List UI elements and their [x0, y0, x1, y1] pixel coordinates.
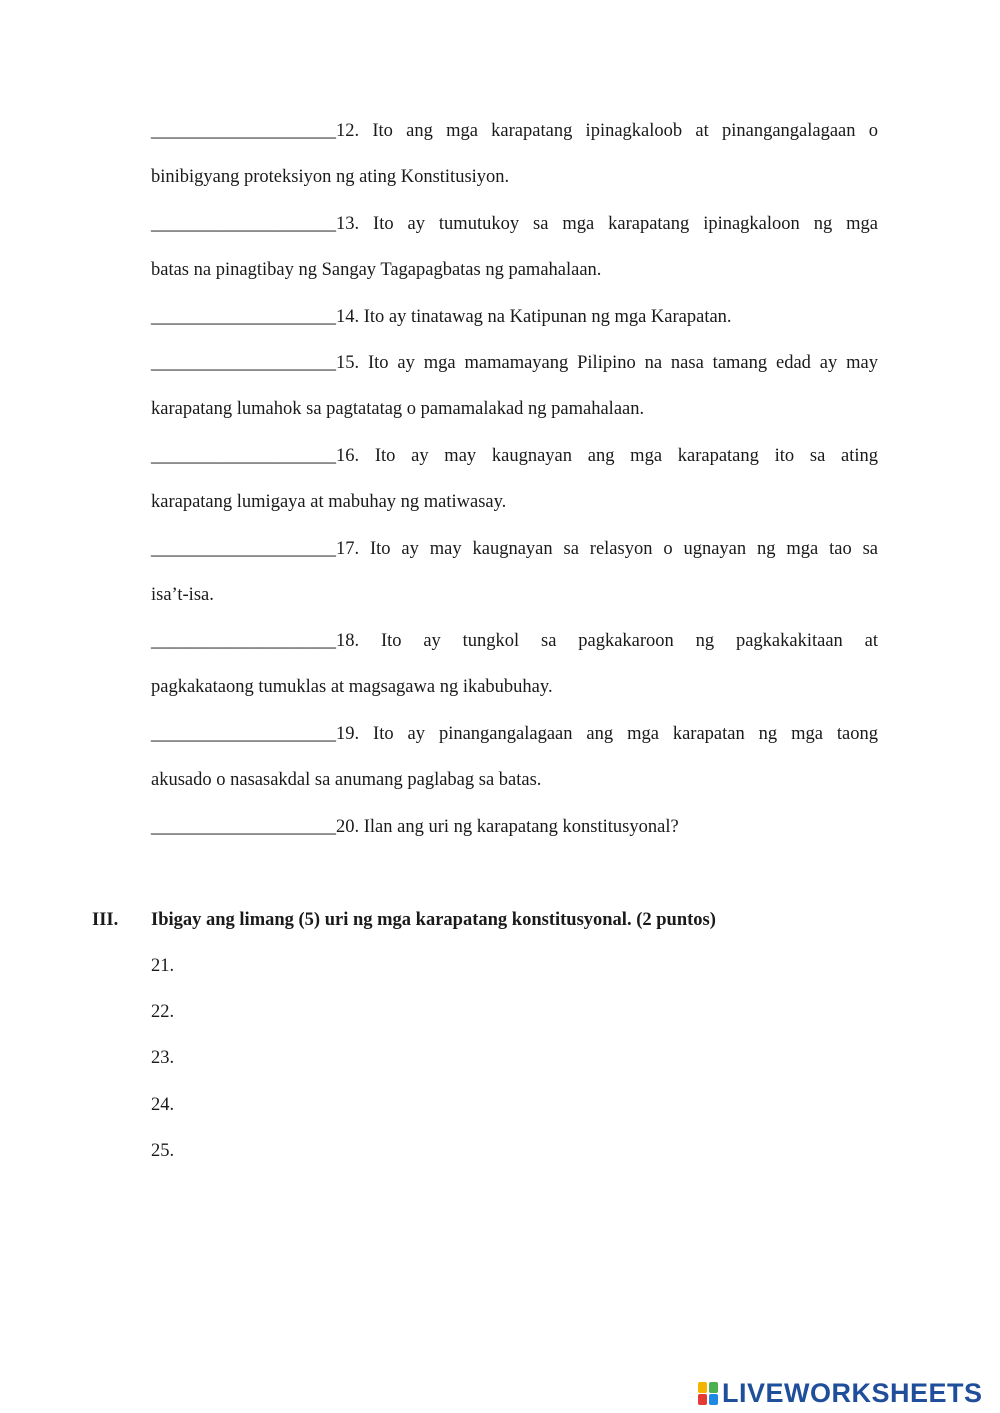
- question-text: 14. Ito ay tinatawag na Katipunan ng mga Karapatan.: [336, 307, 732, 327]
- answer-blank[interactable]: ____________________: [151, 631, 336, 651]
- answer-blank[interactable]: ____________________: [151, 353, 336, 373]
- question-text-continued: karapatang lumahok sa pagtatatag o pamamalakad ng pamahalaan.: [151, 399, 645, 419]
- answer-blank[interactable]: ____________________: [151, 724, 336, 744]
- section-number: III.: [92, 910, 119, 930]
- answer-line[interactable]: 25.: [151, 1141, 175, 1161]
- question-text: 16. Ito ay may kaugnayan ang mga karapatang ito sa ating: [336, 446, 878, 466]
- question-17: [151, 526, 878, 618]
- question-text: 19. Ito ay pinangangalagaan ang mga karapatan ng mga taong: [336, 724, 878, 744]
- question-text-continued: binibigyang proteksiyon ng ating Konstitusiyon.: [151, 167, 510, 187]
- section-instruction: Ibigay ang limang (5) uri ng mga karapatang konstitusyonal. (2 puntos): [151, 910, 716, 930]
- answer-blank[interactable]: ____________________: [151, 539, 336, 559]
- section-heading: [92, 897, 716, 943]
- answer-line[interactable]: 22.: [151, 1002, 175, 1022]
- question-text-continued: akusado o nasasakdal sa anumang paglabag sa batas.: [151, 770, 542, 790]
- question-20: [151, 804, 878, 850]
- logo-text: LIVEWORKSHEETS: [722, 1378, 983, 1408]
- question-12: [151, 108, 878, 200]
- question-16: [151, 433, 878, 525]
- question-text-continued: karapatang lumigaya at mabuhay ng matiwasay.: [151, 492, 507, 512]
- question-text: 17. Ito ay may kaugnayan sa relasyon o ugnayan ng mga tao sa: [336, 539, 878, 559]
- answer-blank[interactable]: ____________________: [151, 214, 336, 234]
- question-text-continued: pagkakataong tumuklas at magsagawa ng ikabubuhay.: [151, 677, 553, 697]
- answer-blank[interactable]: ____________________: [151, 121, 336, 141]
- question-text: 13. Ito ay tumutukoy sa mga karapatang ipinagkaloon ng mga: [336, 214, 878, 234]
- question-15: [151, 340, 878, 432]
- question-18: [151, 618, 878, 710]
- question-text: 15. Ito ay mga mamamayang Pilipino na nasa tamang edad ay may: [336, 353, 878, 373]
- answer-blank[interactable]: ____________________: [151, 307, 336, 327]
- answer-blank[interactable]: ____________________: [151, 817, 336, 837]
- question-text-continued: batas na pinagtibay ng Sangay Tagapagbatas ng pamahalaan.: [151, 260, 602, 280]
- answer-line[interactable]: 21.: [151, 956, 175, 976]
- question-text: 18. Ito ay tungkol sa pagkakaroon ng pagkakakitaan at: [336, 631, 878, 651]
- question-13: [151, 201, 878, 293]
- question-14: [151, 294, 878, 340]
- question-text-continued: isa’t-isa.: [151, 585, 214, 605]
- liveworksheets-logo[interactable]: [698, 1378, 983, 1408]
- answer-line[interactable]: 23.: [151, 1048, 175, 1068]
- question-text: 12. Ito ang mga karapatang ipinagkaloob at pinangangalagaan o: [336, 121, 878, 141]
- answer-blank[interactable]: ____________________: [151, 446, 336, 466]
- answer-line[interactable]: 24.: [151, 1095, 175, 1115]
- question-19: [151, 711, 878, 803]
- logo-icon: [698, 1380, 720, 1406]
- question-text: 20. Ilan ang uri ng karapatang konstitusyonal?: [336, 817, 679, 837]
